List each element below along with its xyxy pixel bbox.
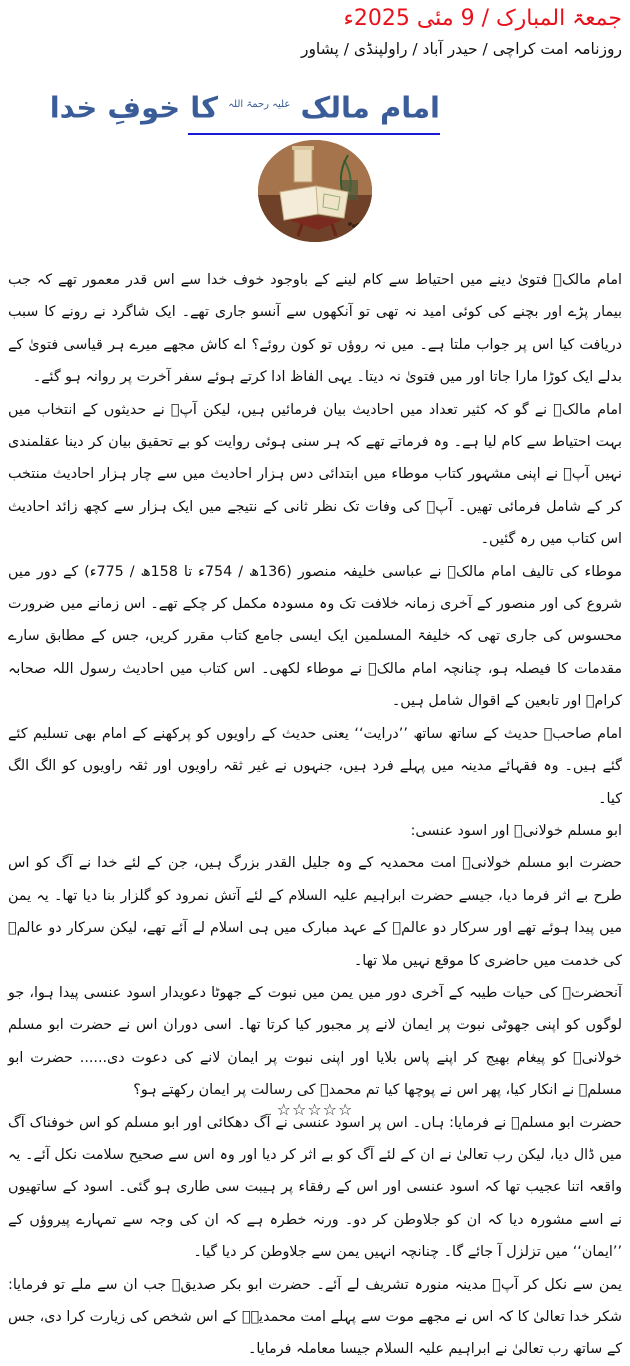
headline-main: امام مالک bbox=[300, 90, 440, 125]
article-paragraph: امام مالکؒ نے گو کہ کثیر تعداد میں احادیث بیان فرمائیں ہیں، لیکن آپؒ نے حدیثوں کے انتخاب میں بہت احتیاط سے کام لیا ہے۔ وہ فرماتے تھے کہ ہر سنی ہوئی روایت کو بے تحقیق بیان کر دینا عقلمندی نہیں آپؒ نے اپنی مشہور کتاب موطاء میں ابتدائی دس ہزار احادیث میں سے چار ہزار احادیث منتخب کر کے شامل فرمائی تھیں۔ آپؒ کی وفات تک نظر ثانی کے نتیجے میں ایک ہزار سے کچھ زائد احادیث اس کتاب میں رہ گئیں۔ bbox=[8, 401, 622, 548]
article-paragraph: امام صاحبؒ حدیث کے ساتھ ساتھ ’’درایت‘‘ یعنی حدیث کے راویوں کو پرکھنے کے امام بھی تسلیم کئے گئے ہیں۔ وہ فقہائے مدینہ میں پہلے فرد ہیں، جنہوں نے غیر ثقہ راویوں اور ثقہ راویوں کو الگ الگ کیا۔ bbox=[8, 725, 622, 807]
article-body bbox=[8, 264, 622, 1366]
article-paragraph: حضرت ابو مسلم خولانیؒ امت محمدیہ کے وہ جلیل القدر بزرگ ہیں، جن کے لئے خدا نے آگ کو اس طرح بے اثر فرما دیا، جیسے حضرت ابراہیم علیہ السلام کے لئے آتش نمرود کو گلزار بنا دیا تھا۔ یہ یمن میں پیدا ہوئے تھے اور سرکار دو عالمؐ کے عہد مبارک میں ہی اسلام لے آئے تھے، لیکن سرکار دو عالمؐ کی خدمت میں حاضری کا موقع نہیں ملا تھا۔ bbox=[8, 855, 622, 969]
headline-rest: کا خوفِ خدا bbox=[49, 90, 219, 125]
article-paragraph: موطاء کی تالیف امام مالکؒ نے عباسی خلیفہ منصور (136ھ / 754ء تا 158ھ / 775ء) کے دور میں شروع کی اور منصور کے آخری زمانہ خلافت تک وہ مسودہ مکمل کر چکے تھے۔ اس زمانے میں ضرورت محسوس کی جاری تھی کہ خلیفۃ المسلمین ایک ایسی جامع کتاب مقرر کریں، جس کے مطابق سارے مقدمات کا فیصلہ ہو، چنانچہ امام مالکؒ نے موطاء لکھی۔ اس کتاب میں احادیث رسول اللہ صحابہ کرامؓ اور تابعین کے اقوال شامل ہیں۔ bbox=[8, 563, 622, 710]
article-paragraph: حضرت ابو مسلمؒ نے فرمایا: ہاں۔ اس پر اسود عنسی نے آگ دھکائی اور ابو مسلم کو اس خوفناک آگ میں ڈال دیا، لیکن رب تعالیٰ نے ان کے لئے آگ کو بے اثر کر دیا اور وہ اس سے صحیح سلامت نکل آئے۔ یہ واقعہ اتنا عجیب تھا کہ اسود عنسی اور اس کے رفقاء پر ہیبت سی طاری ہو گئی۔ اسود کے ساتھیوں نے اسے مشورہ دیا کہ ان کو جلاوطن کر دو۔ ورنہ خطرہ ہے کہ ان کی وجہ سے تمہارے پیروؤں کے ’’ایمان‘‘ میں تزلزل آ جائے گا۔ چنانچہ انہیں یمن سے جلاوطن کر دیا گیا۔ bbox=[8, 1114, 622, 1261]
quran-on-stand-photo bbox=[258, 140, 372, 242]
headline-underline bbox=[188, 133, 440, 135]
publication-date: جمعۃ المبارک / 9 مئی 2025ء bbox=[343, 6, 622, 31]
newspaper-source: روزنامہ امت کراچی / حیدر آباد / راولپنڈی / پشاور bbox=[300, 40, 622, 58]
article-paragraph: یمن سے نکل کر آپؒ مدینہ منورہ تشریف لے آئے۔ حضرت ابو بکر صدیقؓ جب ان سے ملے تو فرمایا: شکر خدا تعالیٰ کا کہ اس نے مجھے موت سے پہلے امت محمدیہؐ کے اس شخص کی زیارت کرا دی، جس کے ساتھ رب تعالیٰ نے ابراہیم علیہ السلام جیسا معاملہ فرمایا۔ bbox=[8, 1276, 622, 1358]
article-paragraph: آنحضرتؐ کی حیات طیبہ کے آخری دور میں یمن میں نبوت کے جھوٹا دعویدار اسود عنسی پیدا ہوا، جو لوگوں کو اپنی جھوٹی نبوت پر ایمان لانے پر مجبور کیا کرتا تھا۔ اسی دوران اس نے حضرت ابو مسلم خولانیؒ کو پیغام بھیج کر اپنے پاس بلایا اور اپنی نبوت پر ایمان لانے کی دعوت دی...... حضرت ابو مسلمؒ نے انکار کیا، پھر اس نے پوچھا کیا تم محمدؐ کی رسالت پر ایمان رکھتے ہو؟ bbox=[8, 984, 622, 1099]
section-subheading: ابو مسلم خولانیؒ اور اسود عنسی: bbox=[410, 822, 622, 839]
article-paragraph: امام مالکؒ فتویٰ دینے میں احتیاط سے کام لینے کے باوجود خوف خدا سے اس قدر معمور تھے کہ جب بیمار پڑے اور بچنے کی کوئی امید نہ تھی تو آنکھوں سے آنسو جاری تھے۔ ایک شاگرد نے رونے کا سبب دریافت کیا اس پر جواب ملتا ہے۔ میں نہ روؤں تو کون روئے؟ اے کاش مجھے میرے ہر قیاسی فتویٰ کے بدلے ایک کوڑا مارا جاتا اور میں فتویٰ نہ دیتا۔ یہی الفاظ ادا کرتے ہوئے سفر آخرت پر روانہ ہو گئے۔ bbox=[8, 272, 622, 386]
headline-honorific: علیہ رحمۃ اللہ bbox=[228, 99, 291, 110]
star-ornament-divider: ☆☆☆☆☆ bbox=[276, 1100, 354, 1119]
article-headline bbox=[49, 84, 440, 129]
